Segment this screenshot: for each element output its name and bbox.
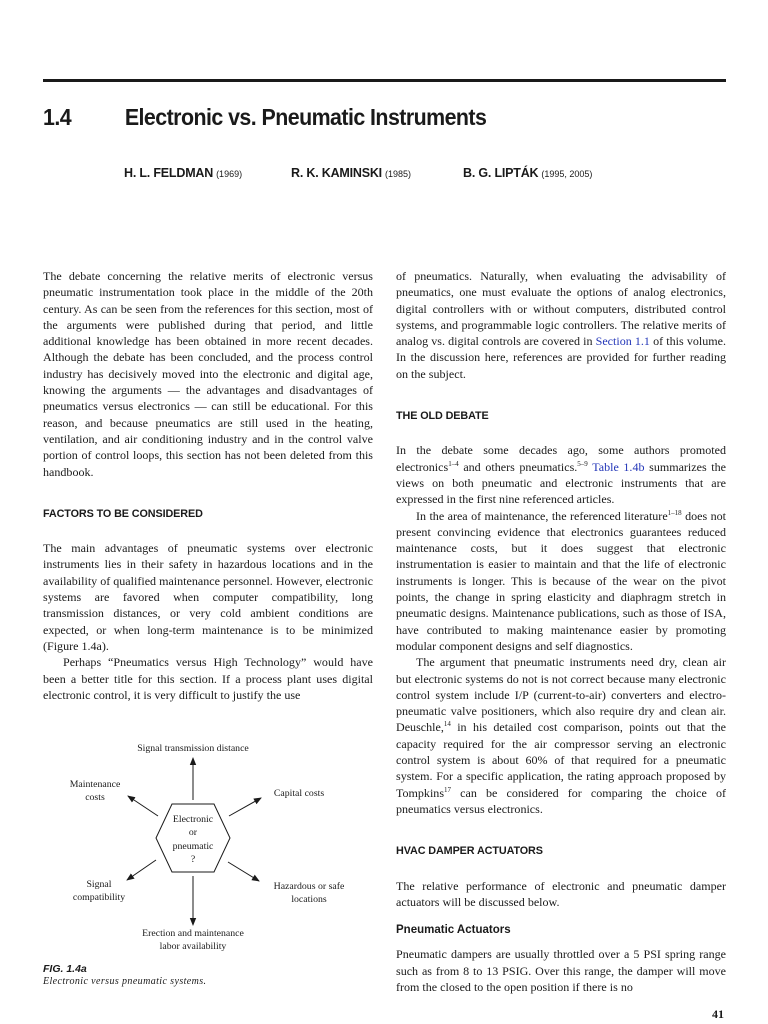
figure-number: FIG. 1.4a xyxy=(43,963,87,975)
label-signal-transmission-distance: Signal transmission distance xyxy=(137,743,249,754)
figure-1-4a-diagram xyxy=(43,740,373,960)
center-label: Electronic or pneumatic ? xyxy=(172,814,214,865)
arrow-lower-left xyxy=(127,860,156,880)
page-number: 41 xyxy=(712,1007,724,1021)
ref-superscript: 17 xyxy=(444,785,452,794)
heading-factors: FACTORS TO BE CONSIDERED xyxy=(43,507,203,520)
intro-paragraph: The debate concerning the relative merits of electronic versus pneumatic instrumentation took place in the middle of the 20th century. As can be seen from the references for this section, most of the arguments were published during that period, and little additional knowledge has been obtained in more recent decades. Although the debate has been concluded, and the process control industry has decisively moved into the electronic and digital age, knowing the arguments — the advantages and disadvantages of pneumatics versus electronics — can still be educational. For this reason, and because pneumatics are still used in the heating, ventilation, and air conditioning industry and in the control valve portion of control loops, this section has not been deleted from this handbook. xyxy=(43,269,373,479)
author-liptak: B. G. LIPTÁK (1995, 2005) xyxy=(463,166,593,180)
ref-superscript: 1–18 xyxy=(667,508,682,517)
link-section-1-1[interactable]: Section 1.1 xyxy=(595,334,650,349)
old-debate-paragraph-1: In the debate some decades ago, some authors promoted electronics$^{1-4}$ and others pneumatics.$^{5-9}$ Table 1.4b summarizes the views on both pneumatic and electronic instruments that are expressed in the first nine referenced articles. xyxy=(396,443,727,507)
label-maintenance-costs: Maintenance costs xyxy=(69,779,121,803)
continuation-paragraph: of pneumatics. Naturally, when evaluating the advisability of pneumatics, one must evaluate the options of analog electronics, digital controllers with or without computers, distributed control systems, and programmable logic controllers. The relative merits of analog vs. digital controls are covered in Section 1.1 of this volume. In the discussion here, references are provided for further reading on the subject. xyxy=(396,269,726,381)
ref-superscript: 5–9 xyxy=(577,459,588,468)
pneumatic-actuators-paragraph: Pneumatic dampers are usually throttled over a 5 PSI spring range such as from 8 to 13 PSIG. Over this range, the damper will move from the closed to the open position if there is no xyxy=(396,947,726,994)
label-capital-costs: Capital costs xyxy=(273,788,325,799)
right-column xyxy=(396,268,726,995)
factors-paragraph-1: The main advantages of pneumatic systems over electronic instruments lies in their safety in hazardous locations and in the availability of qualified maintenance personnel. However, electronic systems are favored when computer compatibility, long transmission distances, or very cold ambient conditions are expected, or when long-term maintenance is to be minimized (Figure 1.4a). xyxy=(43,541,374,653)
heading-hvac-damper-actuators: HVAC DAMPER ACTUATORS xyxy=(396,845,543,858)
label-erection-and-maintenance: Erection and maintenance labor availability xyxy=(142,928,244,952)
old-debate-paragraph-3: The argument that pneumatic instruments need dry, clean air but electronic systems do not is not correct because many electronic control system include I/P (current-to-air) converters and electro-pneumatic valve positioners, which also require dry and clean air. Deuschle,$^{14}$ in his detailed cost comparison, points out that the capacity required for the air compressor serving an electronic control system is about 60% of that required for a pneumatic system. For a specific application, the rating approach proposed by Tompkins$^{17}$ can be considered for comparing the choice of pneumatics versus electronics. xyxy=(396,655,726,816)
section-title xyxy=(43,104,685,131)
label-signal-compatibility: Signal compatibility xyxy=(72,879,126,903)
factors-paragraph-2: Perhaps “Pneumatics versus High Technology” would have been a better title for this section. If a process plant uses digital electronic control, it is very difficult to justify the use xyxy=(43,655,373,702)
section-number: 1.4 xyxy=(43,104,72,130)
section-title-text: Electronic vs. Pneumatic Instruments xyxy=(124,104,487,130)
left-column xyxy=(43,268,373,703)
arrow-lower-right xyxy=(228,862,259,881)
arrow-upper-right xyxy=(229,798,261,816)
figure-caption-text: Electronic versus pneumatic systems. xyxy=(43,976,207,987)
figure-caption xyxy=(43,962,373,987)
old-debate-paragraph-2: In the area of maintenance, the referenced literature$^{1-18}$ does not present convincing evidence that electronics guarantees reduced maintenance costs, but it does suggest that electronic instrumentation is easier to maintain and that the life of electronic instruments is longer. This is because of the wear on the pivot points, the change in spring elasticity and diaphragm stretch in pneumatic designs. Maintenance publications, such as those of ISA, have contributed to making maintenance easier by promoting modular component designs and self diagnostics. xyxy=(396,508,726,653)
author-kaminski: R. K. KAMINSKI (1985) xyxy=(291,166,411,180)
link-table-1-4b[interactable]: Table 1.4b xyxy=(592,459,645,474)
subheading-pneumatic-actuators: Pneumatic Actuators xyxy=(396,924,511,937)
ref-superscript: 1–4 xyxy=(448,459,459,468)
hvac-paragraph: The relative performance of electronic and pneumatic damper actuators will be discussed below. xyxy=(396,878,726,909)
heading-old-debate: THE OLD DEBATE xyxy=(396,410,489,423)
author-feldman: H. L. FELDMAN (1969) xyxy=(124,166,243,180)
top-rule xyxy=(43,79,726,82)
label-hazardous-or-safe-locations: Hazardous or safe locations xyxy=(273,881,345,905)
ref-superscript: 14 xyxy=(443,720,451,729)
